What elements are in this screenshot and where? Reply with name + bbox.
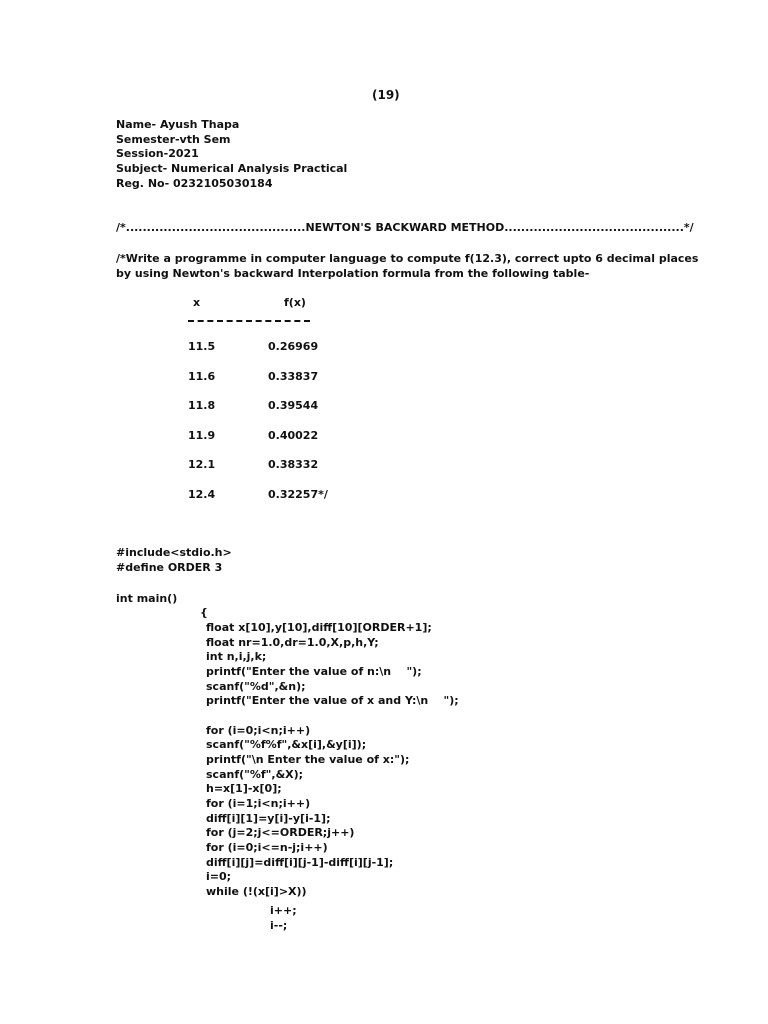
student-reg-no: Reg. No- 0232105030184: [116, 176, 273, 190]
code-body: [206, 621, 459, 899]
table-cell-x: 12.1: [188, 458, 216, 471]
code-line: i=0;: [206, 870, 232, 884]
code-line: #define ORDER 3: [116, 560, 223, 574]
table-cell-fx: 0.38332: [268, 458, 319, 471]
student-session: Session-2021: [116, 147, 199, 161]
table-cell-fx: 0.33837: [268, 370, 319, 383]
code-line: printf("Enter the value of x and Y:\n ");: [206, 694, 459, 708]
table-header-rule: [188, 320, 310, 322]
table-cell-x: 11.9: [188, 429, 216, 442]
code-line: {: [200, 606, 208, 619]
code-line: printf("Enter the value of n:\n ");: [206, 664, 422, 678]
table-header-x: x: [193, 296, 201, 309]
table-cell-x: 11.8: [188, 399, 216, 412]
code-line: scanf("%f%f",&x[i],&y[i]);: [206, 738, 367, 752]
table-cell-fx: 0.26969: [268, 340, 319, 353]
code-line: float nr=1.0,dr=1.0,X,p,h,Y;: [206, 635, 379, 649]
code-open-brace: [200, 606, 208, 621]
code-line: printf("\n Enter the value of x:");: [206, 752, 410, 766]
code-loop-body: [270, 904, 297, 933]
student-header: [116, 118, 347, 192]
code-line: scanf("%f",&X);: [206, 767, 304, 781]
code-line: scanf("%d",&n);: [206, 679, 306, 693]
table-cell-x: 11.5: [188, 340, 216, 353]
code-line: for (i=1;i<n;i++): [206, 796, 311, 810]
student-semester: Semester-vth Sem: [116, 132, 231, 146]
student-subject: Subject- Numerical Analysis Practical: [116, 162, 348, 176]
code-line: diff[i][j]=diff[i][j-1]-diff[i][j-1];: [206, 855, 394, 869]
student-name: Name- Ayush Thapa: [116, 118, 240, 131]
code-line: int main(): [116, 592, 178, 605]
code-line: i++;: [270, 904, 297, 917]
code-main-signature: [116, 592, 177, 607]
code-line: h=x[1]-x[0];: [206, 782, 282, 796]
code-line: float x[10],y[10],diff[10][ORDER+1];: [206, 621, 432, 634]
code-line: i--;: [270, 918, 288, 932]
problem-statement: [116, 251, 699, 281]
problem-line: /*Write a programme in computer language to compute f(12.3), correct upto 6 decimal places: [116, 252, 699, 265]
code-line: #include<stdio.h>: [116, 546, 232, 559]
table-cell-x: 12.4: [188, 488, 216, 501]
code-line: diff[i][1]=y[i]-y[i-1];: [206, 811, 331, 825]
table-cell-fx: 0.39544: [268, 399, 319, 412]
method-title: /*...........................................NEWTON'S BACKWARD METHOD...........................................*/: [116, 221, 694, 234]
page-number: (19): [372, 88, 400, 102]
code-line: for (j=2;j<=ORDER;j++): [206, 826, 355, 840]
problem-line: by using Newton's backward Interpolation formula from the following table-: [116, 267, 590, 280]
code-line: for (i=0;i<n;i++): [206, 723, 311, 737]
code-preprocessor: [116, 546, 232, 575]
table-cell-fx: 0.40022: [268, 429, 319, 442]
code-line: for (i=0;i<=n-j;i++): [206, 840, 328, 854]
table-header-fx: f(x): [284, 296, 306, 309]
table-cell-fx: 0.32257*/: [268, 488, 328, 501]
table-cell-x: 11.6: [188, 370, 216, 383]
code-line: while (!(x[i]>X)): [206, 884, 307, 898]
code-line: int n,i,j,k;: [206, 650, 267, 664]
code-blank-line: [206, 709, 459, 724]
